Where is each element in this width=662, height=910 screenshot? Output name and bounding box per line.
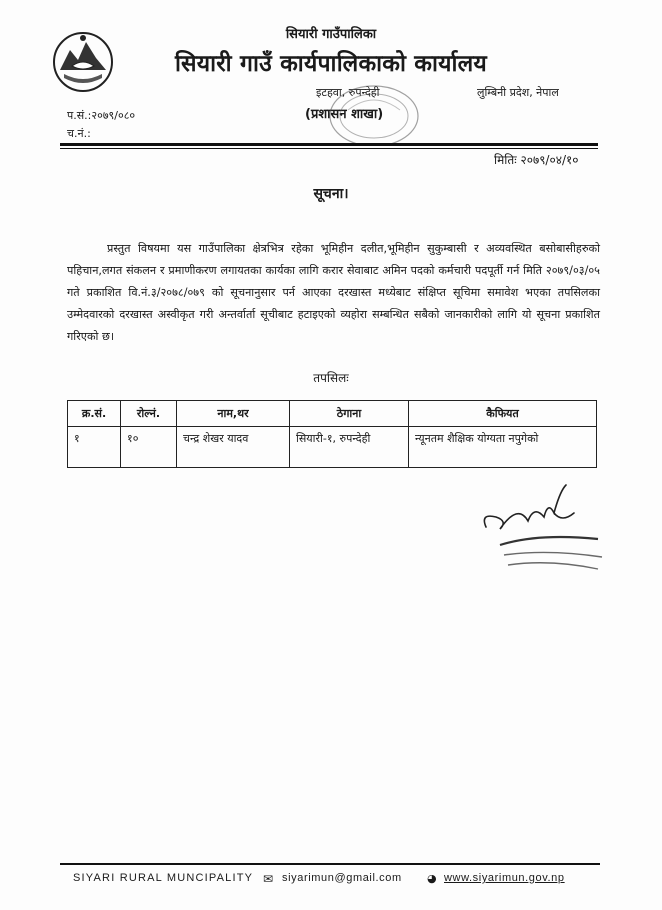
notice-heading: सूचना। [313,186,349,202]
footer-email[interactable]: siyarimun@gmail.com [282,872,402,884]
province-label: लुम्बिनी प्रदेश, नेपाल [477,86,559,99]
footer-rule [60,863,600,865]
office-address: इटहवा, रुपन्देही [316,86,380,99]
header-rule-thin [60,148,598,149]
table-header-row [68,401,597,427]
notice-date: मितिः २०७९/०४/१० [494,153,579,167]
footer-website-link[interactable]: www.siyarimun.gov.np [444,872,565,884]
dispatch-number: च.नं.: [67,127,91,140]
globe-icon: ◕ [427,872,437,885]
col-serial-header: क्र.सं. [68,401,121,427]
cell-remarks: न्यूनतम शैक्षिक योग्यता नपुगेको [409,427,597,468]
col-name-header: नाम,थर [177,401,290,427]
candidates-table [67,400,597,468]
footer-org-name: SIYARI RURAL MUNCIPALITY [73,872,254,884]
cell-name: चन्द्र शेखर यादव [177,427,290,468]
col-address-header: ठेगाना [290,401,409,427]
cell-serial: १ [68,427,121,468]
cell-address: सियारी-१, रुपन्देही [290,427,409,468]
official-seal-icon [318,80,426,144]
col-remarks-header: कैफियत [409,401,597,427]
reference-number: प.सं.:२०७९/०८० [67,109,136,122]
envelope-icon: ✉ [263,872,274,886]
annex-label: तपसिलः [313,371,349,385]
cell-roll: १० [121,427,177,468]
org-name-small: सियारी गाउँपालिका [285,27,377,42]
notice-paragraph: प्रस्तुत विषयमा यस गाउँपालिका क्षेत्रभित्र रहेका भूमिहीन दलीत,भूमिहीन सुकुम्बासी र अव्यवस्थित बसोबासीहरुको पहिचान,लगत संकलन र प्रमाणीकरण लगायतका कार्यका लागि करार सेवाबाट अमिन पदको कर्मचारी पदपूर्ती गर्न मिति २०७९/०३/०५ गते प्रकाशित वि.नं.३/२०७८/०७९ को सूचनानुसार पर्न आएका दरखास्त मध्येबाट संक्षिप्त सूचिमा समावेश भएका तपसिलका उम्मेदवारको दरखास्त अस्वीकृत गरी अन्तर्वार्ता सूचीबाट हटाइएको व्यहोरा सम्बन्धित सबैको जानकारीको लागि यो सूचना प्रकाशित गरिएको छ। [67,242,600,343]
col-roll-header: रोल्नं. [121,401,177,427]
branch-label: (प्रशासन शाखा) [305,107,384,122]
header-rule [60,143,598,146]
table-row [68,427,597,468]
signature-icon [478,483,606,573]
org-title: सियारी गाउँ कार्यपालिकाको कार्यालय [175,51,487,77]
